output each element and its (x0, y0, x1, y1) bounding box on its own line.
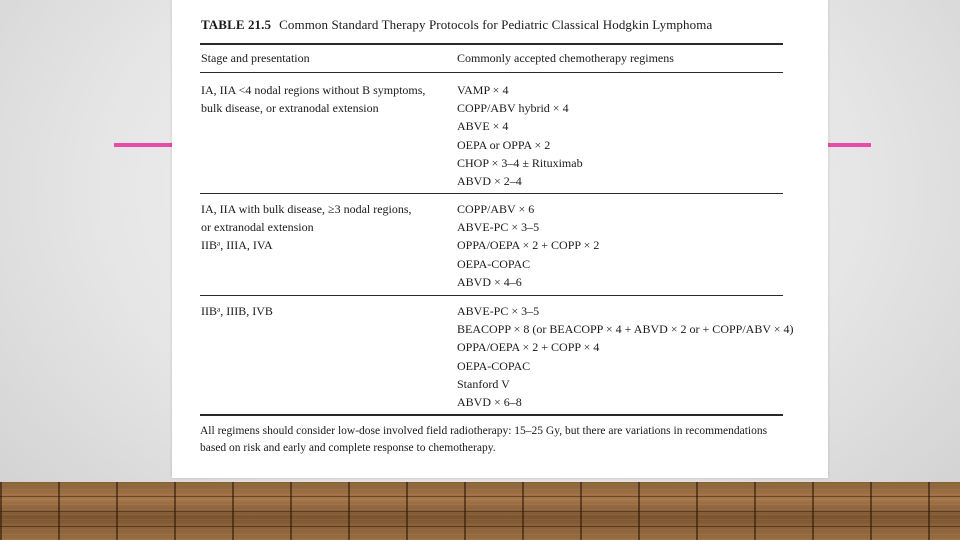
row-divider (200, 193, 783, 194)
regimen-line: OEPA-COPAC (457, 256, 531, 271)
stage-line: IIBᵃ, IIIA, IVA (201, 238, 273, 253)
regimen-line: ABVE × 4 (457, 119, 509, 134)
regimen-line: OPPA/OEPA × 2 + COPP × 4 (457, 340, 600, 355)
header-rule (200, 72, 783, 73)
row-3-stage (201, 302, 273, 320)
stage-line: IA, IIA <4 nodal regions without B symptoms, (201, 83, 426, 97)
table-footnote: All regimens should consider low-dose involved field radiotherapy: 15–25 Gy, but there are variations in recommendations based on risk and early and complete response to chemotherapy. (200, 425, 768, 454)
header-regimens: Commonly accepted chemotherapy regimens (457, 51, 674, 65)
regimen-line: ABVD × 2–4 (457, 173, 522, 188)
table-number: TABLE 21.5 (201, 17, 272, 32)
regimen-line: ABVD × 4–6 (457, 274, 522, 289)
row-1-stage (201, 81, 425, 117)
regimen-line: Stanford V (457, 376, 510, 391)
left-accent-line (114, 143, 174, 147)
regimen-line: COPP/ABV hybrid × 4 (457, 101, 569, 116)
right-accent-line (826, 143, 871, 147)
wood-floor-background (0, 482, 960, 540)
regimen-line: OEPA or OPPA × 2 (457, 137, 551, 152)
table-image-panel (172, 0, 828, 478)
regimen-line: ABVE-PC × 3–5 (457, 220, 540, 235)
regimen-line: COPP/ABV × 6 (457, 202, 535, 216)
row-2-stage (201, 200, 412, 255)
stage-line: bulk disease, or extranodal extension (201, 101, 379, 116)
regimen-line: VAMP × 4 (457, 83, 509, 97)
table-title: Common Standard Therapy Protocols for Pediatric Classical Hodgkin Lymphoma (279, 17, 713, 32)
regimen-line: CHOP × 3–4 ± Rituximab (457, 155, 583, 170)
row-1-regimens (457, 81, 583, 190)
regimen-line: BEACOPP × 8 (or BEACOPP × 4 + ABVD × 2 or + COPP/ABV × 4) (457, 322, 794, 337)
top-rule (200, 43, 783, 45)
stage-line: IA, IIA with bulk disease, ≥3 nodal regions, (201, 202, 412, 216)
regimen-line: OEPA-COPAC (457, 358, 531, 373)
row-2-regimens (457, 200, 599, 291)
regimen-line: ABVE-PC × 3–5 (457, 304, 540, 318)
bottom-rule (200, 414, 783, 416)
row-divider (200, 295, 783, 296)
header-stage: Stage and presentation (201, 51, 310, 65)
regimen-line: ABVD × 6–8 (457, 394, 522, 409)
row-3-regimens (457, 302, 794, 411)
regimen-line: OPPA/OEPA × 2 + COPP × 2 (457, 238, 600, 253)
table-caption (201, 17, 712, 33)
stage-line: or extranodal extension (201, 220, 314, 235)
stage-line: IIBᵃ, IIIB, IVB (201, 304, 273, 318)
